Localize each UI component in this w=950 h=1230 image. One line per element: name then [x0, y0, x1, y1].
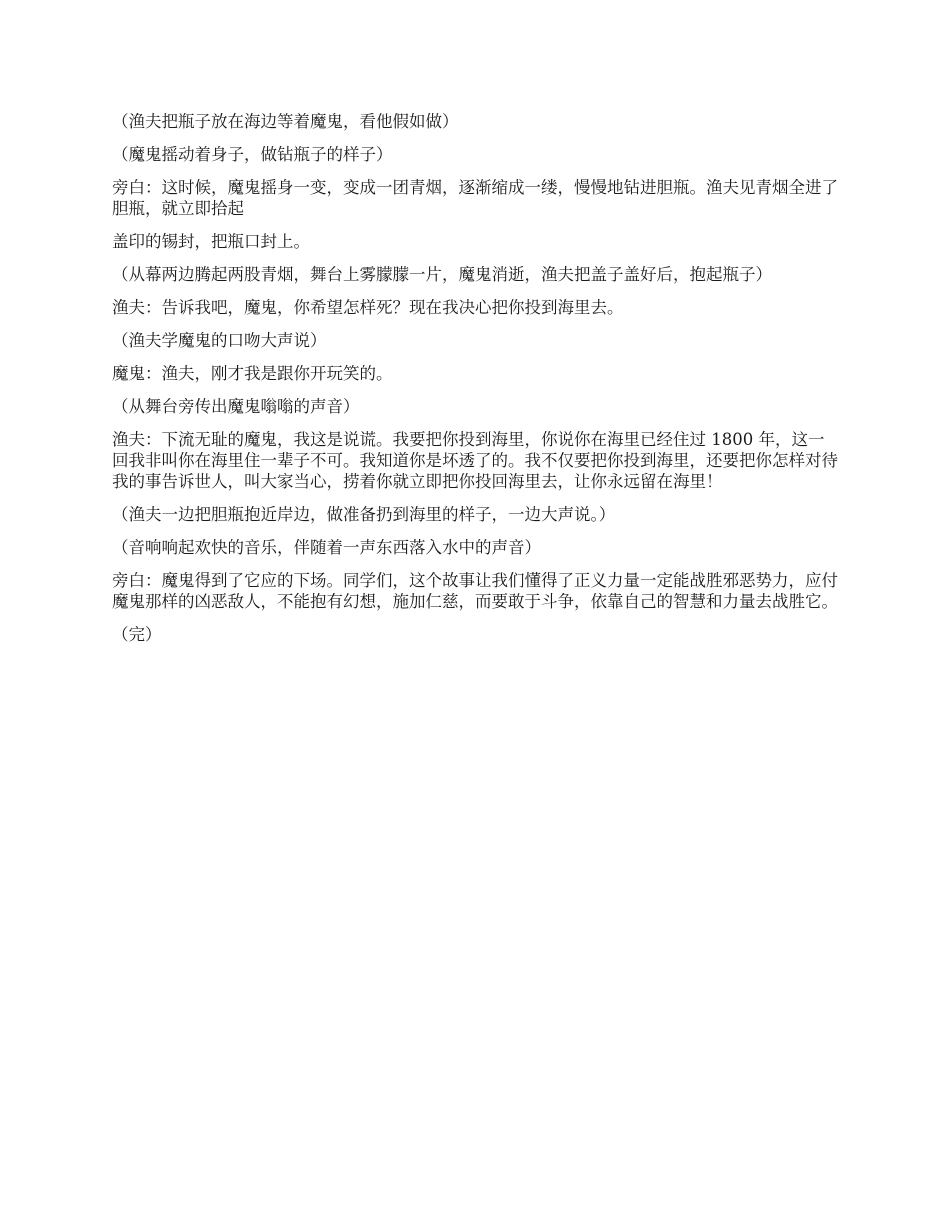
ending-marker: （完）: [112, 625, 162, 644]
stage-direction-paragraph: （渔夫把瓶子放在海边等着魔鬼，看他假如做）: [112, 112, 459, 131]
dialogue-paragraph: 渔夫：告诉我吧，魔鬼，你希望怎样死？现在我决心把你投到海里去。: [112, 298, 624, 317]
stage-direction-paragraph: （从舞台旁传出魔鬼嗡嗡的声音）: [112, 397, 360, 416]
stage-direction-paragraph: （音响响起欢快的音乐，伴随着一声东西落入水中的声音）: [112, 538, 541, 557]
narration-paragraph: 旁白：这时候，魔鬼摇身一变，变成一团青烟，逐渐缩成一缕，慢慢地钻进胆瓶。渔夫见青烟全进了胆瓶，就立即拾起: [112, 178, 838, 218]
narration-paragraph-continued: 盖印的锡封，把瓶口封上。: [112, 232, 310, 251]
document-body: [112, 111, 840, 657]
stage-direction-paragraph: （渔夫学魔鬼的口吻大声说）: [112, 331, 327, 350]
stage-direction-paragraph: （魔鬼摇动着身子，做钻瓶子的样子）: [112, 145, 393, 164]
narration-paragraph: 旁白：魔鬼得到了它应的下场。同学们，这个故事让我们懂得了正义力量一定能战胜邪恶势力，应付魔鬼那样的凶恶敌人，不能抱有幻想，施加仁慈，而要敢于斗争，依靠自己的智慧和力量去战胜它。: [112, 571, 838, 611]
stage-direction-paragraph: （渔夫一边把胆瓶抱近岸边，做准备扔到海里的样子，一边大声说。）: [112, 505, 616, 524]
stage-direction-paragraph: （从幕两边腾起两股青烟，舞台上雾朦朦一片，魔鬼消逝，渔夫把盖子盖好后，抱起瓶子）: [112, 265, 772, 284]
dialogue-paragraph: 魔鬼：渔夫，刚才我是跟你开玩笑的。: [112, 364, 393, 383]
dialogue-paragraph: 渔夫：下流无耻的魔鬼，我这是说谎。我要把你投到海里，你说你在海里已经住过 1800 年，这一回我非叫你在海里住一辈子不可。我知道你是坏透了的。我不仅要把你投到海里，还要把你怎样对待我的事告诉世人，叫大家当心，捞着你就立即把你投回海里去，让你永远留在海里！: [112, 430, 838, 491]
